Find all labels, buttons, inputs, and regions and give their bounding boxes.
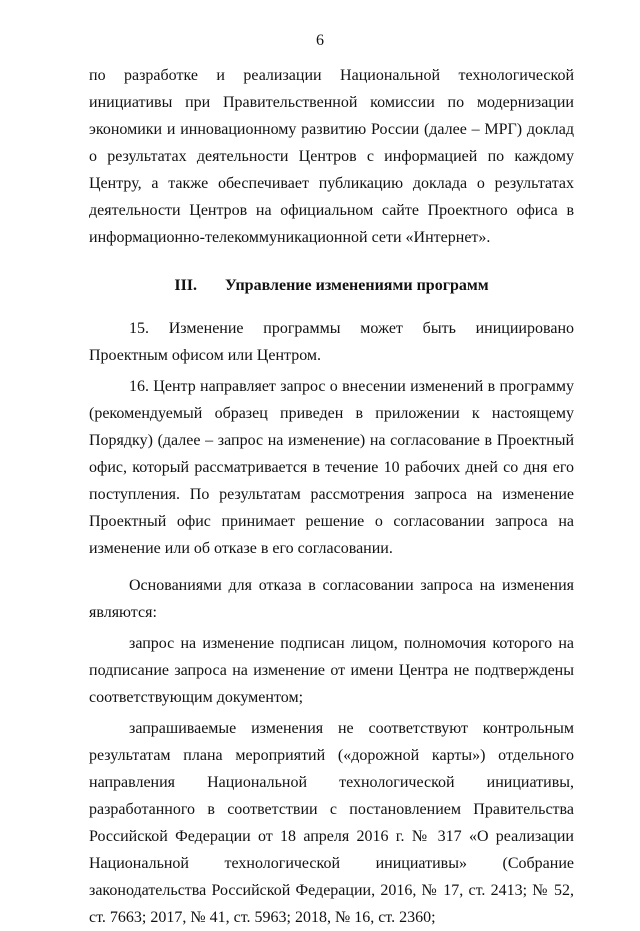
- section-title: Управление изменениями программ: [225, 277, 489, 294]
- page-number: 6: [316, 32, 324, 49]
- section-heading: [89, 272, 574, 299]
- section-number: III.: [174, 277, 198, 294]
- paragraph-ground-signed: запрос на изменение подписан лицом, полномочия которого на подписание запроса на изменение от имени Центра не подтверждены соответствующим документом;: [89, 635, 574, 706]
- paragraph-grounds: Основаниями для отказа в согласовании запроса на изменения являются:: [89, 577, 574, 621]
- paragraph-ground-requested: запрашиваемые изменения не соответствуют контрольным результатам плана мероприятий («дорожной карты») отдельного направления Национальной технологической инициативы, разработанного в соответствии с постановлением Правительства Российской Федерации от 18 апреля 2016 г. № 317 «О реализации Национальной технологической инициативы» (Собрание законодательства Российской Федерации, 2016, № 17, ст. 2413; № 52, ст. 7663; 2017, № 41, ст. 5963; 2018, № 16, ст. 2360;: [89, 720, 574, 926]
- paragraph-16: 16. Центр направляет запрос о внесении изменений в программу (рекомендуемый образец приведен в приложении к настоящему Порядку) (далее – запрос на изменение) на согласование в Проектный офис, который рассматривается в течение 10 рабочих дней со дня его поступления. По результатам рассмотрения запроса на изменение Проектный офис принимает решение о согласовании запроса на изменение или об отказе в его согласовании.: [89, 378, 574, 557]
- page-body: [89, 62, 574, 931]
- paragraph-continuation: по разработке и реализации Национальной технологической инициативы при Правительственной комиссии по модернизации экономики и инновационному развитию России (далее – МРГ) доклад о результатах деятельности Центров с информацией по каждому Центру, а также обеспечивает публикацию доклада о результатах деятельности Центров на официальном сайте Проектного офиса в информационно-телекоммуникационной сети «Интернет».: [89, 67, 574, 246]
- paragraph-15: 15. Изменение программы может быть инициировано Проектным офисом или Центром.: [89, 320, 574, 364]
